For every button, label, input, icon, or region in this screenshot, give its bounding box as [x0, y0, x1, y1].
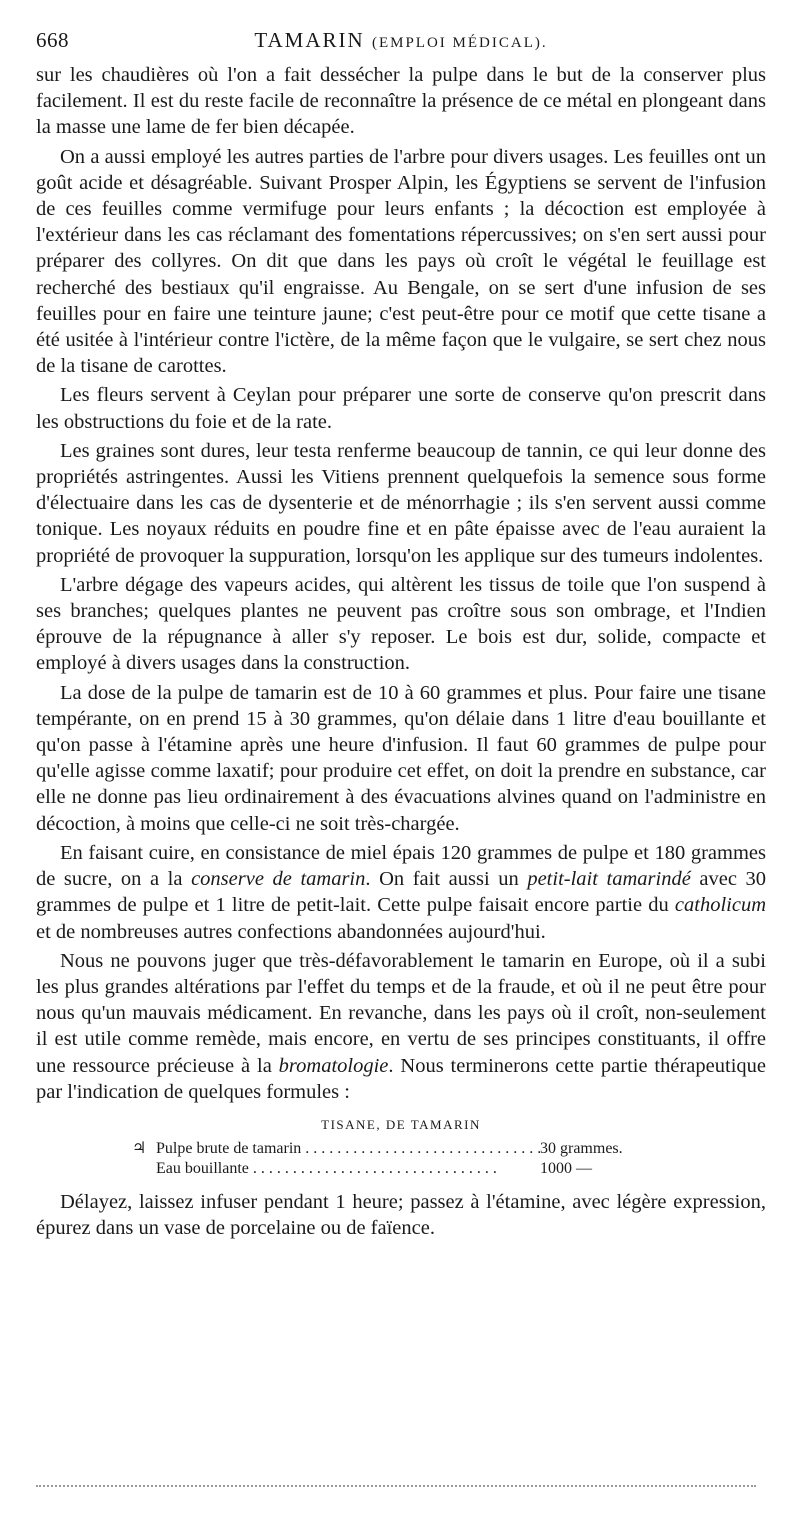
italic-term: bromatologie — [278, 1054, 389, 1077]
paragraph: Délayez, laissez infuser pendant 1 heure; passez à l'étamine, avec légère expression, épurez dans un vase de porcelaine ou de faïence. — [36, 1190, 766, 1240]
text-run: Nous ne pouvons juger que très-défavorablement le tamarin en Europe, où il a subi les plus grandes altérations par l'effet du temps et de la fraude, et où il ne peut être pour nous qu'un mauvais médicament. En revanche, dans les pays où il croît, non-seulement il est utile comme remède, mais encore, en vertu de ses principes constituants, il offre une ressource précieuse à la — [36, 949, 766, 1077]
italic-term: conserve de tamarin — [191, 868, 366, 891]
running-title-sub: (EMPLOI MÉDICAL). — [371, 35, 548, 51]
formula-row — [132, 1159, 652, 1179]
document-page — [36, 22, 766, 1241]
paragraph: Les fleurs servent à Ceylan pour préparer une sorte de conserve qu'on prescrit dans les obstructions du foie et de la rate. — [36, 384, 766, 433]
formula-list — [132, 1139, 652, 1179]
formula-symbol-blank — [132, 1159, 156, 1179]
formula-ingredient: Pulpe brute de tamarin . . . — [156, 1139, 540, 1159]
text-run: . On fait aussi un — [365, 868, 528, 891]
formula-row — [132, 1139, 652, 1159]
paragraph: On a aussi employé les autres parties de l'arbre pour divers usages. Les feuilles ont un goût acide et désagréable. Suivant Prosper Alpin, les Égyptiens se servent de l'infusion de ces feuilles comme vermifuge pour leurs enfants ; la décoction est employée à l'extérieur dans les cas réclamant des fomentations répercussives; on s'en sert aussi pour préparer des collyres. On dit que dans les pays où croît le végétal le feuillage est recherché des bestiaux qu'il engraisse. Au Bengale, on se sert d'une infusion de ses feuilles pour en faire une teinture jaune; c'est peut-être pour ce motif que cette tisane a été usitée à l'intérieur contre l'ictère, de la même façon que le vulgaire, se sert chez nous de la tisane de carottes. — [36, 145, 766, 378]
running-title — [36, 28, 766, 53]
text-run: et de nombreuses autres confections abandonnées aujourd'hui. — [36, 920, 546, 943]
paragraph: sur les chaudières où l'on a fait dessécher la pulpe dans le but de la conserver plus facilement. Il est du reste facile de reconnaître la présence de ce métal en plongeant dans la masse une lame de fer bien décapée. — [36, 64, 766, 139]
formula-quantity: 30 grammes. — [540, 1139, 623, 1157]
body-text — [36, 62, 766, 1105]
closing-text — [36, 1189, 766, 1241]
paragraph — [36, 948, 766, 1105]
paragraph: La dose de la pulpe de tamarin est de 10 à 60 grammes et plus. Pour faire une tisane tempérante, on en prend 15 à 30 grammes, qu'on délaie dans 1 litre d'eau bouillante et qu'on passe à l'étamine après une heure d'infusion. Il faut 60 grammes de pulpe pour qu'elle agisse comme laxatif; pour produire cet effet, on doit la prendre en substance, car elle ne donne pas lieu ordinairement à des évacuations alvines quand on l'administre en décoction, à moins que celle-ci ne soit très-chargée. — [36, 681, 766, 835]
text-run: En faisant cuire, en consistance de miel épais 120 grammes de pulpe et 180 grammes de sucre, on a la — [36, 841, 766, 891]
paragraph: Les graines sont dures, leur testa renferme beaucoup de tannin, ce qui leur donne des propriétés astringentes. Aussi les Vitiens prennent quelquefois la semence sous forme d'électuaire dans les cas de dysenterie et de ménorrhagie ; ils s'en servent aussi comme tonique. Les noyaux réduits en poudre fine et en pâte épaisse avec de l'eau auraient la propriété de provoquer la suppuration, lorsqu'on les applique sur des tumeurs indolentes. — [36, 439, 766, 567]
paragraph — [36, 840, 766, 945]
footer-dotted-rule — [36, 1485, 756, 1487]
recipe-symbol-icon: ♃ — [132, 1139, 147, 1157]
formula-title: TISANE, DE TAMARIN — [321, 1116, 481, 1132]
italic-term: petit-lait tamarindé — [527, 868, 691, 891]
formula-ingredient: Eau bouillante . . . — [156, 1159, 540, 1179]
page-header — [36, 22, 766, 52]
page-number: 668 — [36, 28, 69, 52]
paragraph: L'arbre dégage des vapeurs acides, qui altèrent les tissus de toile que l'on suspend à ses branches; quelques plantes ne peuvent pas croître sous son ombrage, et l'Indien éprouve de la répugnance à aller s'y reposer. Le bois est dur, solide, compacte et employé à divers usages dans la construction. — [36, 573, 766, 675]
running-title-main: TAMARIN — [254, 28, 365, 52]
italic-term: catholicum — [674, 894, 766, 917]
text-run: . Nous terminerons cette partie thérapeutique par l'indication de quelques formules : — [36, 1054, 766, 1103]
text-run: avec 30 grammes de pulpe et 1 litre de petit-lait. Cette pulpe faisait encore partie du — [36, 868, 767, 917]
formula-quantity: 1000 — — [540, 1159, 592, 1177]
